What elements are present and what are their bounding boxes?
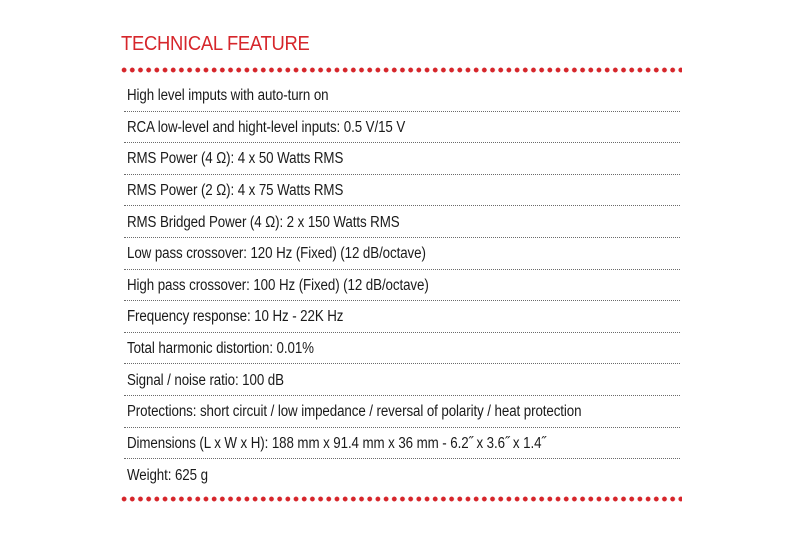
feature-row — [124, 301, 680, 333]
bottom-dotted-divider — [120, 496, 682, 502]
feature-row — [124, 396, 680, 428]
section-title: TECHNICAL FEATURE — [121, 33, 310, 55]
feature-text: Frequency response: 10 Hz - 22K Hz — [127, 308, 344, 326]
feature-row — [124, 80, 680, 112]
feature-text: Signal / noise ratio: 100 dB — [127, 371, 284, 389]
feature-text: Total harmonic distortion: 0.01% — [127, 340, 314, 358]
feature-row — [124, 175, 680, 207]
feature-row — [124, 143, 680, 175]
feature-row — [124, 459, 680, 491]
feature-row — [124, 333, 680, 365]
feature-row — [124, 206, 680, 238]
feature-row — [124, 270, 680, 302]
feature-list — [124, 80, 680, 491]
feature-text: RMS Bridged Power (4 Ω): 2 x 150 Watts RMS — [127, 213, 400, 231]
feature-row — [124, 238, 680, 270]
feature-text: RCA low-level and hight-level inputs: 0.5 V/15 V — [127, 118, 406, 136]
feature-text: High level imputs with auto-turn on — [127, 87, 329, 105]
feature-text: Low pass crossover: 120 Hz (Fixed) (12 dB/octave) — [127, 245, 426, 263]
feature-row — [124, 364, 680, 396]
feature-text: RMS Power (4 Ω): 4 x 50 Watts RMS — [127, 150, 344, 168]
feature-text: Weight: 625 g — [127, 466, 208, 484]
top-dotted-divider — [120, 67, 682, 73]
feature-text: High pass crossover: 100 Hz (Fixed) (12 dB/octave) — [127, 276, 429, 294]
feature-text: RMS Power (2 Ω): 4 x 75 Watts RMS — [127, 182, 344, 200]
feature-row — [124, 428, 680, 460]
feature-row — [124, 112, 680, 144]
feature-text: Dimensions (L x W x H): 188 mm x 91.4 mm x 36 mm - 6.2˝ x 3.6˝ x 1.4˝ — [127, 434, 546, 452]
feature-text: Protections: short circuit / low impedance / reversal of polarity / heat protection — [127, 403, 582, 421]
